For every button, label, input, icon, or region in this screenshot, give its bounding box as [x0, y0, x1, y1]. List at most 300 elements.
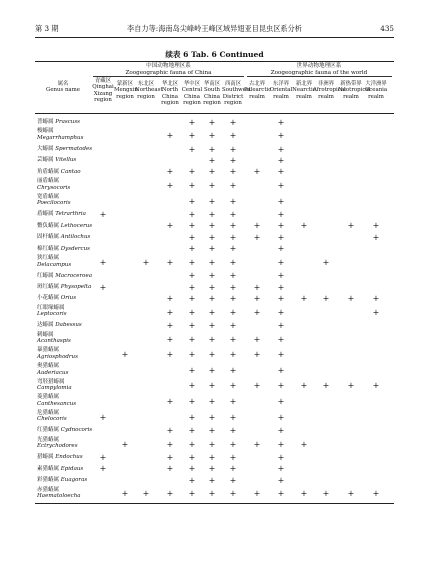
presence-mark: +: [188, 307, 196, 317]
genus-chinese-name: 暴猎蝽属: [37, 347, 60, 354]
header-text-line: China: [161, 93, 178, 100]
presence-mark: +: [188, 381, 196, 391]
table-row: [35, 394, 394, 410]
genus-chinese-name: 大蝽属: [37, 146, 54, 152]
header-text-line: Xizang: [93, 90, 113, 97]
page-number: 435: [380, 24, 394, 33]
header-text-line: region: [116, 93, 134, 100]
genus-name: [37, 477, 125, 484]
genus-name: [37, 363, 125, 376]
table-row: [35, 410, 394, 426]
genus-chinese-name: 芸蝽属: [37, 157, 54, 164]
presence-mark: +: [253, 334, 261, 344]
table-row: [35, 117, 394, 128]
table-row: [35, 167, 394, 178]
presence-mark: +: [253, 282, 261, 292]
world-realm-header: [338, 81, 371, 100]
presence-mark: +: [253, 489, 261, 499]
presence-mark: +: [99, 464, 107, 474]
genus-chinese-name: 光猎蝽属: [37, 436, 60, 443]
genus-chinese-name: 宽盾蝽属: [37, 193, 60, 200]
presence-mark: +: [99, 453, 107, 463]
china-region-header: [222, 81, 251, 107]
presence-mark: +: [322, 257, 330, 267]
genus-latin-name: Lethocerus: [60, 222, 93, 229]
presence-mark: +: [277, 144, 285, 154]
fauna-table: [35, 61, 394, 500]
genus-name: [37, 295, 125, 302]
presence-mark: +: [166, 321, 174, 331]
presence-mark: +: [277, 221, 285, 231]
presence-mark: +: [208, 426, 216, 436]
header-text-line: 东北区: [137, 81, 155, 87]
presence-mark: +: [166, 396, 174, 406]
presence-mark: +: [277, 131, 285, 141]
genus-latin-name: Ectrychodores: [37, 443, 78, 450]
table-row: [35, 475, 394, 486]
world-realm-header: [244, 81, 270, 100]
header-text-line: 新热带界: [340, 81, 362, 87]
genus-latin-name: Dabessus: [55, 322, 82, 329]
header-text-line: District: [222, 93, 244, 100]
presence-mark: +: [188, 221, 196, 231]
genus-chinese-name: 奥猎蝽属: [37, 363, 60, 369]
genus-name: [37, 454, 125, 461]
table-row: [35, 305, 394, 321]
table-row: [35, 221, 394, 232]
presence-mark: +: [253, 381, 261, 391]
table-row: [35, 244, 394, 255]
presence-mark: +: [300, 439, 308, 449]
header-text-line: Southwest: [222, 87, 251, 94]
genus-chinese-name: 达蝽属: [37, 322, 54, 329]
genus-latin-name: Auderiacus: [37, 369, 69, 376]
presence-mark: +: [347, 221, 355, 231]
presence-mark: +: [372, 307, 380, 317]
genus-name: [37, 255, 125, 268]
presence-mark: +: [208, 167, 216, 177]
genus-name: [37, 128, 125, 141]
presence-mark: +: [188, 271, 196, 281]
presence-mark: +: [188, 350, 196, 360]
presence-mark: +: [229, 350, 237, 360]
presence-mark: +: [188, 489, 196, 499]
header-text-line: realm: [273, 93, 289, 100]
table-row: [35, 144, 394, 155]
presence-mark: +: [347, 381, 355, 391]
presence-mark: +: [166, 307, 174, 317]
presence-mark: +: [229, 381, 237, 391]
china-group-rule: [93, 76, 244, 77]
genus-chinese-name: 弯胫猎蝽属: [37, 378, 65, 385]
presence-mark: +: [229, 453, 237, 463]
presence-mark: +: [229, 439, 237, 449]
presence-mark: +: [99, 412, 107, 422]
header-text-line: region: [94, 97, 112, 104]
genus-latin-name: Dysdercus: [60, 245, 90, 252]
table-row: [35, 293, 394, 304]
china-region-header: [114, 81, 136, 100]
presence-mark: +: [208, 244, 216, 254]
genus-chinese-name: 固杆蝽属: [37, 234, 60, 241]
presence-mark: +: [229, 426, 237, 436]
presence-mark: +: [253, 167, 261, 177]
running-header: [35, 24, 394, 36]
genus-chinese-name: 鳖负蝽属: [37, 222, 60, 229]
genus-latin-name: Leptocoris: [37, 311, 67, 318]
genus-latin-name: Megarrhamphus: [37, 134, 84, 141]
header-text-line: Northeast: [135, 87, 163, 94]
header-text-line: 大洋洲界: [365, 81, 387, 87]
header-text-line: region: [137, 93, 155, 100]
world-realm-header: [313, 81, 346, 100]
presence-mark: +: [277, 294, 285, 304]
presence-mark: +: [372, 294, 380, 304]
presence-mark: +: [188, 180, 196, 190]
presence-mark: +: [229, 180, 237, 190]
genus-chinese-name: 红猎蝽属: [37, 427, 60, 434]
genus-name: [37, 178, 125, 191]
presence-mark: +: [188, 282, 196, 292]
genus-latin-name: Euagoras: [60, 477, 88, 484]
genus-name: [37, 273, 125, 280]
table-bottom-rule: [35, 503, 394, 504]
presence-mark: +: [277, 381, 285, 391]
table-row: [35, 320, 394, 331]
presence-mark: +: [188, 196, 196, 206]
table-row: [35, 178, 394, 194]
genus-name: [37, 322, 125, 329]
presence-mark: +: [208, 334, 216, 344]
presence-mark: +: [166, 334, 174, 344]
presence-mark: +: [229, 396, 237, 406]
genus-name: [37, 157, 125, 164]
presence-mark: +: [229, 365, 237, 375]
table-row: [35, 194, 394, 210]
presence-mark: +: [208, 412, 216, 422]
presence-mark: +: [188, 412, 196, 422]
presence-mark: +: [188, 475, 196, 485]
genus-chinese-name: 斑红蝽属: [37, 284, 60, 290]
header-text-line: region: [161, 100, 179, 107]
presence-mark: +: [208, 156, 216, 166]
table-row: [35, 379, 394, 395]
presence-mark: +: [188, 210, 196, 220]
genus-name: [37, 410, 125, 423]
presence-mark: +: [208, 453, 216, 463]
header-text-line: 非洲界: [317, 81, 335, 87]
header-text-line: 东洋界: [272, 81, 290, 87]
presence-mark: +: [229, 307, 237, 317]
header-text-line: region: [183, 100, 201, 107]
presence-mark: +: [277, 282, 285, 292]
presence-mark: +: [166, 464, 174, 474]
presence-mark: +: [188, 321, 196, 331]
presence-mark: +: [322, 489, 330, 499]
presence-mark: +: [166, 453, 174, 463]
presence-mark: +: [229, 131, 237, 141]
presence-mark: +: [229, 475, 237, 485]
presence-mark: +: [229, 244, 237, 254]
presence-mark: +: [188, 257, 196, 267]
genus-chinese-name: 棉红蝽属: [37, 245, 60, 252]
genus-name: [37, 146, 125, 153]
presence-mark: +: [277, 412, 285, 422]
table-row: [35, 232, 394, 243]
presence-mark: +: [99, 282, 107, 292]
presence-mark: +: [208, 210, 216, 220]
genus-latin-name: Canthesancus: [37, 400, 77, 407]
genus-name: [37, 437, 125, 450]
header-text-line: realm: [368, 93, 384, 100]
header-text-line: Neotropical: [338, 87, 371, 94]
presence-mark: +: [253, 307, 261, 317]
header-bottom-rule: [35, 113, 394, 114]
genus-latin-name: Cydnocoris: [60, 427, 93, 434]
genus-chinese-name: 狭红蝽属: [37, 255, 60, 261]
header-text-line: 世界动物地理区系: [296, 63, 342, 69]
presence-mark: +: [188, 426, 196, 436]
presence-mark: +: [229, 210, 237, 220]
presence-mark: +: [208, 464, 216, 474]
table-row: [35, 363, 394, 379]
genus-name: [37, 169, 125, 176]
presence-mark: +: [277, 117, 285, 127]
table-row: [35, 271, 394, 282]
running-title: 李自力等:海南岛尖峰岭王峰区域异翅亚目昆虫区系分析: [127, 24, 302, 33]
genus-latin-name: Chelocoris: [37, 416, 67, 423]
presence-mark: +: [229, 282, 237, 292]
table-row: [35, 332, 394, 348]
presence-mark: +: [208, 475, 216, 485]
header-text-line: Mengxin: [114, 87, 138, 94]
header-text-line: region: [203, 100, 221, 107]
header-text-line: 华中区: [183, 81, 201, 87]
presence-mark: +: [208, 196, 216, 206]
header-text-line: Oceania: [364, 87, 388, 94]
presence-mark: +: [166, 221, 174, 231]
presence-mark: +: [188, 334, 196, 344]
header-text-line: Central: [181, 87, 203, 94]
genus-chinese-name: 猎蝽属: [37, 454, 54, 461]
presence-mark: +: [372, 221, 380, 231]
genus-name: [37, 284, 125, 291]
header-text-line: Oriental: [269, 87, 293, 94]
table-row: [35, 128, 394, 144]
presence-mark: +: [277, 334, 285, 344]
presence-mark: +: [229, 221, 237, 231]
genus-chinese-name: 危猎蝽属: [37, 409, 60, 416]
genus-name: [37, 234, 125, 241]
header-text-line: 蒙新区: [116, 81, 134, 87]
table-row: [35, 155, 394, 166]
genus-latin-name: Agriosphodrus: [37, 353, 78, 360]
genus-chinese-name: 丽盾蝽属: [37, 178, 60, 185]
header-text-line: region: [224, 100, 242, 107]
presence-mark: +: [277, 426, 285, 436]
presence-mark: +: [208, 489, 216, 499]
header-text-line: Nearctic: [292, 87, 316, 94]
presence-mark: +: [188, 167, 196, 177]
presence-mark: +: [253, 350, 261, 360]
genus-name: [37, 466, 125, 473]
presence-mark: +: [229, 271, 237, 281]
presence-mark: +: [277, 232, 285, 242]
presence-mark: +: [208, 381, 216, 391]
genus-chinese-name: 刺蝽属: [37, 331, 54, 338]
header-text-line: 西南区: [224, 81, 242, 87]
header-text-line: North: [161, 87, 179, 94]
presence-mark: +: [277, 271, 285, 281]
presence-mark: +: [347, 489, 355, 499]
presence-mark: +: [229, 321, 237, 331]
presence-mark: +: [208, 396, 216, 406]
presence-mark: +: [142, 257, 150, 267]
presence-mark: +: [300, 381, 308, 391]
presence-mark: +: [372, 381, 380, 391]
presence-mark: +: [166, 426, 174, 436]
genus-name: [37, 347, 125, 360]
header-text-line: 属名: [57, 81, 69, 87]
presence-mark: +: [300, 221, 308, 231]
presence-mark: +: [277, 453, 285, 463]
presence-mark: +: [277, 489, 285, 499]
genus-latin-name: Endochus: [55, 454, 83, 461]
genus-chinese-name: 盾蝽属: [37, 211, 54, 218]
presence-mark: +: [322, 294, 330, 304]
header-text-line: 古北界: [248, 81, 266, 87]
presence-mark: +: [229, 196, 237, 206]
genus-chinese-name: 梭蝽属: [37, 128, 54, 135]
china-region-header: [92, 78, 114, 104]
presence-mark: +: [188, 117, 196, 127]
header-text-line: Qinghai: [92, 84, 114, 91]
presence-mark: +: [277, 475, 285, 485]
issue-number: 第 3 期: [35, 24, 59, 33]
presence-mark: +: [188, 144, 196, 154]
world-fauna-group-header: [246, 63, 392, 76]
genus-column-header: [35, 81, 91, 94]
header-text-line: realm: [249, 93, 265, 100]
genus-latin-name: Prascuss: [55, 119, 80, 125]
genus-name: [37, 194, 125, 207]
genus-latin-name: Orius: [60, 295, 77, 302]
genus-latin-name: Campylomia: [37, 385, 72, 392]
header-text-line: 新北界: [295, 81, 313, 87]
presence-mark: +: [99, 210, 107, 220]
presence-mark: +: [208, 144, 216, 154]
presence-mark: +: [99, 257, 107, 267]
presence-mark: +: [277, 210, 285, 220]
genus-chinese-name: 菱猎蝽属: [37, 394, 60, 401]
genus-latin-name: Acanthaspis: [37, 338, 71, 345]
presence-mark: +: [208, 271, 216, 281]
presence-mark: +: [208, 294, 216, 304]
china-region-header: [135, 81, 163, 100]
genus-latin-name: Macroceroea: [55, 272, 93, 279]
presence-mark: +: [277, 244, 285, 254]
genus-latin-name: Delacampus: [37, 261, 72, 268]
presence-mark: +: [208, 321, 216, 331]
table-row: [35, 452, 394, 463]
presence-mark: +: [229, 334, 237, 344]
presence-mark: +: [253, 294, 261, 304]
genus-chinese-name: 赤猎蝽属: [37, 486, 60, 493]
header-text-line: 青藏区: [94, 78, 112, 84]
presence-mark: +: [300, 489, 308, 499]
presence-mark: +: [253, 221, 261, 231]
presence-mark: +: [253, 232, 261, 242]
presence-mark: +: [121, 489, 129, 499]
genus-latin-name: Epidaus: [60, 465, 84, 472]
genus-latin-name: Spermatodes: [55, 146, 93, 152]
presence-mark: +: [208, 439, 216, 449]
genus-latin-name: Chrysocoris: [37, 184, 71, 191]
china-fauna-group-header: [92, 63, 245, 76]
world-group-rule: [247, 76, 392, 77]
presence-mark: +: [166, 131, 174, 141]
presence-mark: +: [208, 307, 216, 317]
presence-mark: +: [166, 294, 174, 304]
header-text-line: Zoogeographic fauna of the world: [270, 69, 368, 76]
presence-mark: +: [188, 439, 196, 449]
presence-mark: +: [166, 439, 174, 449]
presence-mark: +: [166, 180, 174, 190]
genus-chinese-name: 彩猎蝽属: [37, 477, 60, 484]
genus-name: [37, 394, 125, 407]
presence-mark: +: [347, 294, 355, 304]
presence-mark: +: [166, 167, 174, 177]
presence-mark: +: [322, 381, 330, 391]
presence-mark: +: [142, 489, 150, 499]
header-text-line: Genus name: [46, 87, 80, 94]
presence-mark: +: [188, 232, 196, 242]
presence-mark: +: [188, 396, 196, 406]
presence-mark: +: [208, 180, 216, 190]
genus-chinese-name: 角盾蝽属: [37, 168, 60, 175]
presence-mark: +: [277, 321, 285, 331]
presence-mark: +: [121, 350, 129, 360]
genus-name: [37, 379, 125, 392]
genus-chinese-name: 素猎蝽属: [37, 465, 60, 472]
genus-name: [37, 211, 125, 218]
presence-mark: +: [229, 156, 237, 166]
table-row: [35, 255, 394, 271]
genus-name: [37, 305, 125, 318]
presence-mark: +: [277, 396, 285, 406]
genus-latin-name: Cantao: [60, 168, 81, 175]
presence-mark: +: [188, 294, 196, 304]
header-text-line: 中国动物地理区系: [146, 63, 191, 69]
presence-mark: +: [188, 464, 196, 474]
presence-mark: +: [229, 489, 237, 499]
genus-name: [37, 119, 125, 126]
table-row: [35, 209, 394, 220]
genus-latin-name: Poecilocoris: [37, 200, 71, 207]
presence-mark: +: [277, 439, 285, 449]
table-row: [35, 425, 394, 436]
header-text-line: Palearctic: [244, 87, 272, 94]
world-realm-header: [363, 81, 389, 100]
table-row: [35, 437, 394, 453]
presence-mark: +: [300, 294, 308, 304]
presence-mark: +: [277, 196, 285, 206]
table-row: [35, 347, 394, 363]
header-text-line: China: [183, 93, 200, 100]
genus-latin-name: Vitellus: [55, 157, 77, 164]
table-row: [35, 487, 394, 503]
table-row: [35, 282, 394, 293]
